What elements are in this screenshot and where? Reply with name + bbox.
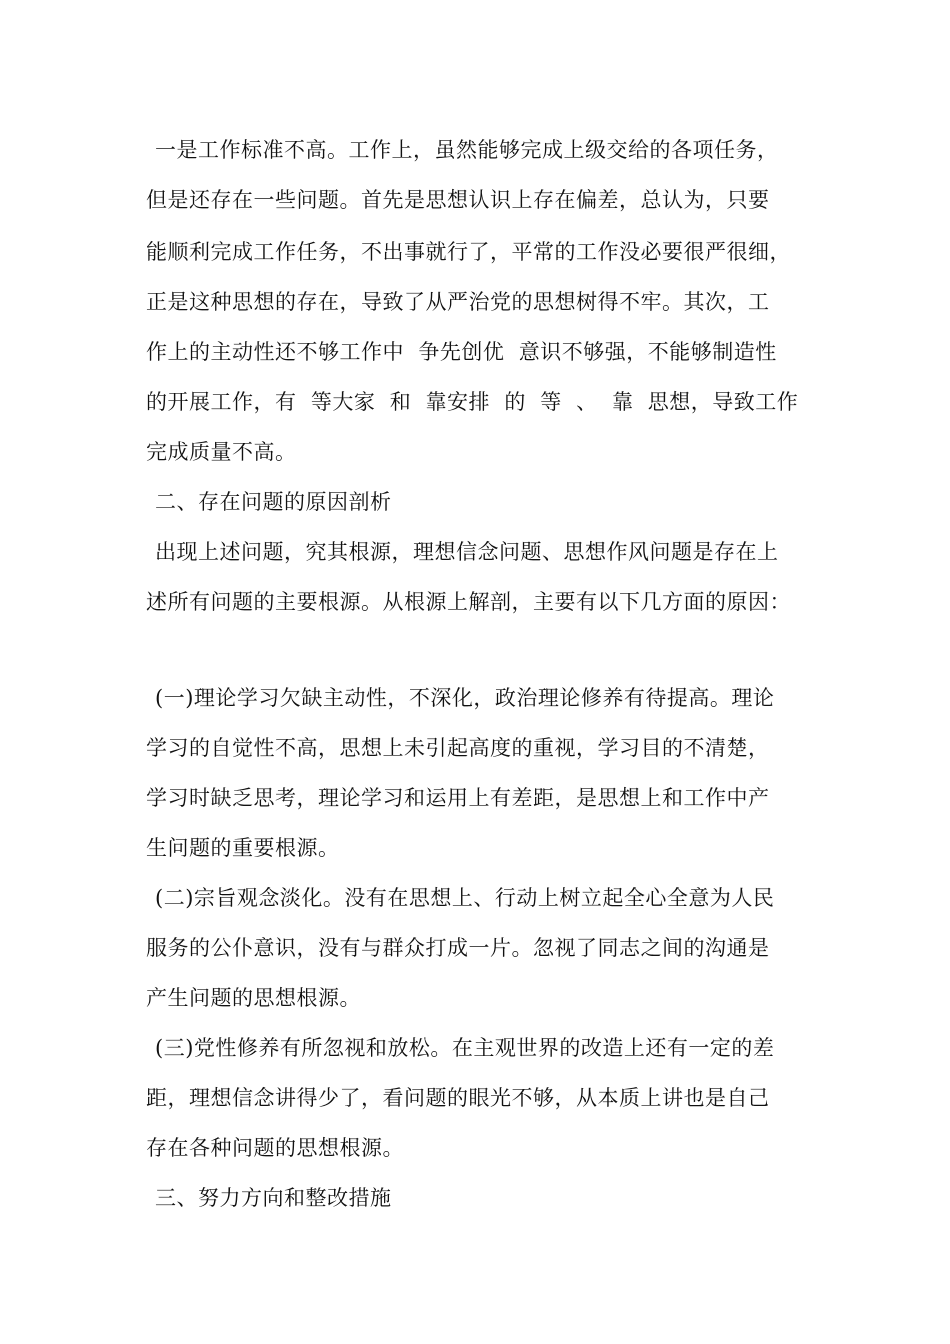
paragraph-line: 一是工作标准不高。工作上，虽然能够完成上级交给的各项任务，	[155, 138, 779, 162]
paragraph-line: 能顺利完成工作任务，不出事就行了，平常的工作没必要很严很细，	[146, 240, 791, 264]
paragraph-line: 距，理想信念讲得少了，看问题的眼光不够，从本质上讲也是自己	[146, 1086, 770, 1110]
paragraph-line: (三)党性修养有所忽视和放松。在主观世界的改造上还有一定的差	[155, 1036, 775, 1060]
paragraph-line: 作上的主动性还不够工作中 争先创优 意识不够强，不能够制造性	[146, 340, 777, 364]
paragraph-line: 但是还存在一些问题。首先是思想认识上存在偏差，总认为，只要	[146, 188, 770, 212]
paragraph-line: (一)理论学习欠缺主动性，不深化，政治理论修养有待提高。理论	[155, 686, 775, 710]
paragraph-line: 服务的公仆意识，没有与群众打成一片。忽视了同志之间的沟通是	[146, 936, 770, 960]
paragraph-line: 述所有问题的主要根源。从根源上解剖，主要有以下几方面的原因：	[146, 590, 791, 614]
paragraph-line: 存在各种问题的思想根源。	[146, 1136, 404, 1160]
paragraph-line: (二)宗旨观念淡化。没有在思想上、行动上树立起全心全意为人民	[155, 886, 775, 910]
paragraph-line: 正是这种思想的存在，导致了从严治党的思想树得不牢。其次，工	[146, 290, 770, 314]
paragraph-line: 生问题的重要根源。	[146, 836, 340, 860]
section-heading: 二、存在问题的原因剖析	[155, 490, 392, 514]
paragraph-line: 产生问题的思想根源。	[146, 986, 361, 1010]
paragraph-line: 出现上述问题，究其根源，理想信念问题、思想作风问题是存在上	[155, 540, 779, 564]
paragraph-line: 学习时缺乏思考，理论学习和运用上有差距，是思想上和工作中产	[146, 786, 770, 810]
paragraph-line: 的开展工作，有 等大家 和 靠安排 的 等 、 靠 思想，导致工作	[146, 390, 799, 414]
paragraph-line: 完成质量不高。	[146, 440, 297, 464]
paragraph-line: 学习的自觉性不高，思想上未引起高度的重视，学习目的不清楚，	[146, 736, 770, 760]
section-heading: 三、努力方向和整改措施	[155, 1186, 392, 1210]
